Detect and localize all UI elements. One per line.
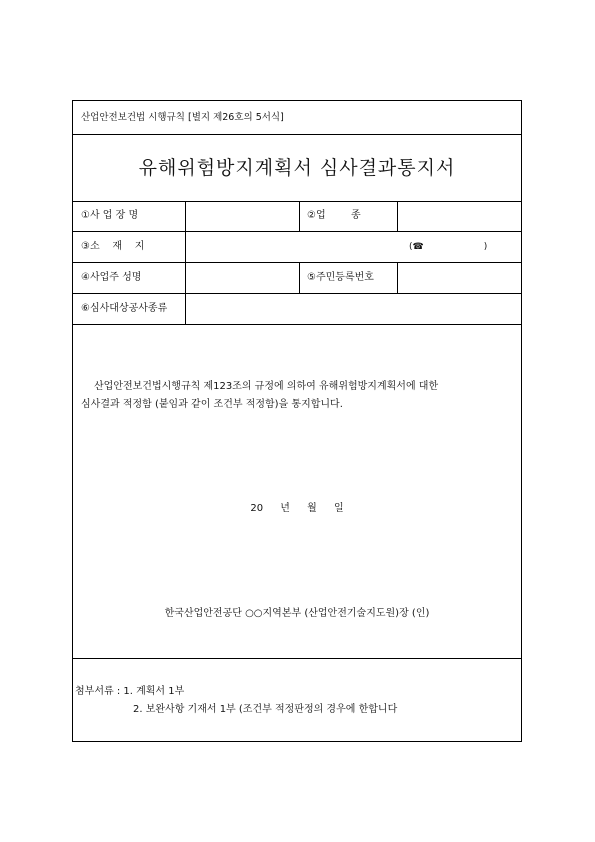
business-name-field[interactable] — [186, 201, 299, 231]
signature-line: 한국산업안전공단 ○○지역본부 (산업안전기술지도원)장 (인) — [164, 608, 430, 619]
row-address — [73, 232, 521, 263]
attachments — [75, 683, 397, 719]
row-owner — [73, 263, 521, 294]
form-document — [72, 100, 522, 742]
industry-label: ②업 종 — [307, 210, 361, 221]
attachment-line-2: 2. 보완사항 기재서 1부 (조건부 적정판정의 경우에 한합니다 — [133, 704, 398, 715]
business-name-label: ①사 업 장 명 — [81, 210, 139, 221]
review-type-field[interactable] — [186, 294, 522, 324]
form-title: 유해위험방지계획서 심사결과통지서 — [73, 135, 521, 202]
form-header: 산업안전보건법 시행규칙 [별지 제26호의 5서식] — [73, 101, 521, 135]
notice-line-2: 심사결과 적정함 (붙임과 같이 조건부 적정함)을 통지합니다. — [81, 399, 343, 410]
notice-line-1: 산업안전보건법시행규칙 제123조의 규정에 의하여 유해위험방지계획서에 대한 — [94, 381, 439, 392]
review-type-label: ⑥심사대상공사종류 — [81, 303, 168, 314]
address-field[interactable] — [186, 232, 406, 262]
attachment-line-1: 첨부서류 : 1. 계획서 1부 — [75, 686, 185, 697]
resident-no-label: ⑤주민등록번호 — [307, 272, 374, 283]
phone-label: (☎ ) — [409, 242, 488, 252]
owner-label: ④사업주 성명 — [81, 272, 142, 283]
divider — [299, 263, 300, 293]
row-business — [73, 201, 521, 232]
divider — [299, 201, 300, 231]
notice-body — [81, 378, 511, 414]
industry-field[interactable] — [398, 201, 522, 231]
resident-no-field[interactable] — [398, 263, 522, 293]
address-label: ③소 재 지 — [81, 241, 145, 252]
owner-field[interactable] — [186, 263, 299, 293]
date-line: 20 년 월 일 — [250, 503, 344, 514]
row-review-type — [73, 294, 521, 325]
divider — [73, 658, 521, 659]
